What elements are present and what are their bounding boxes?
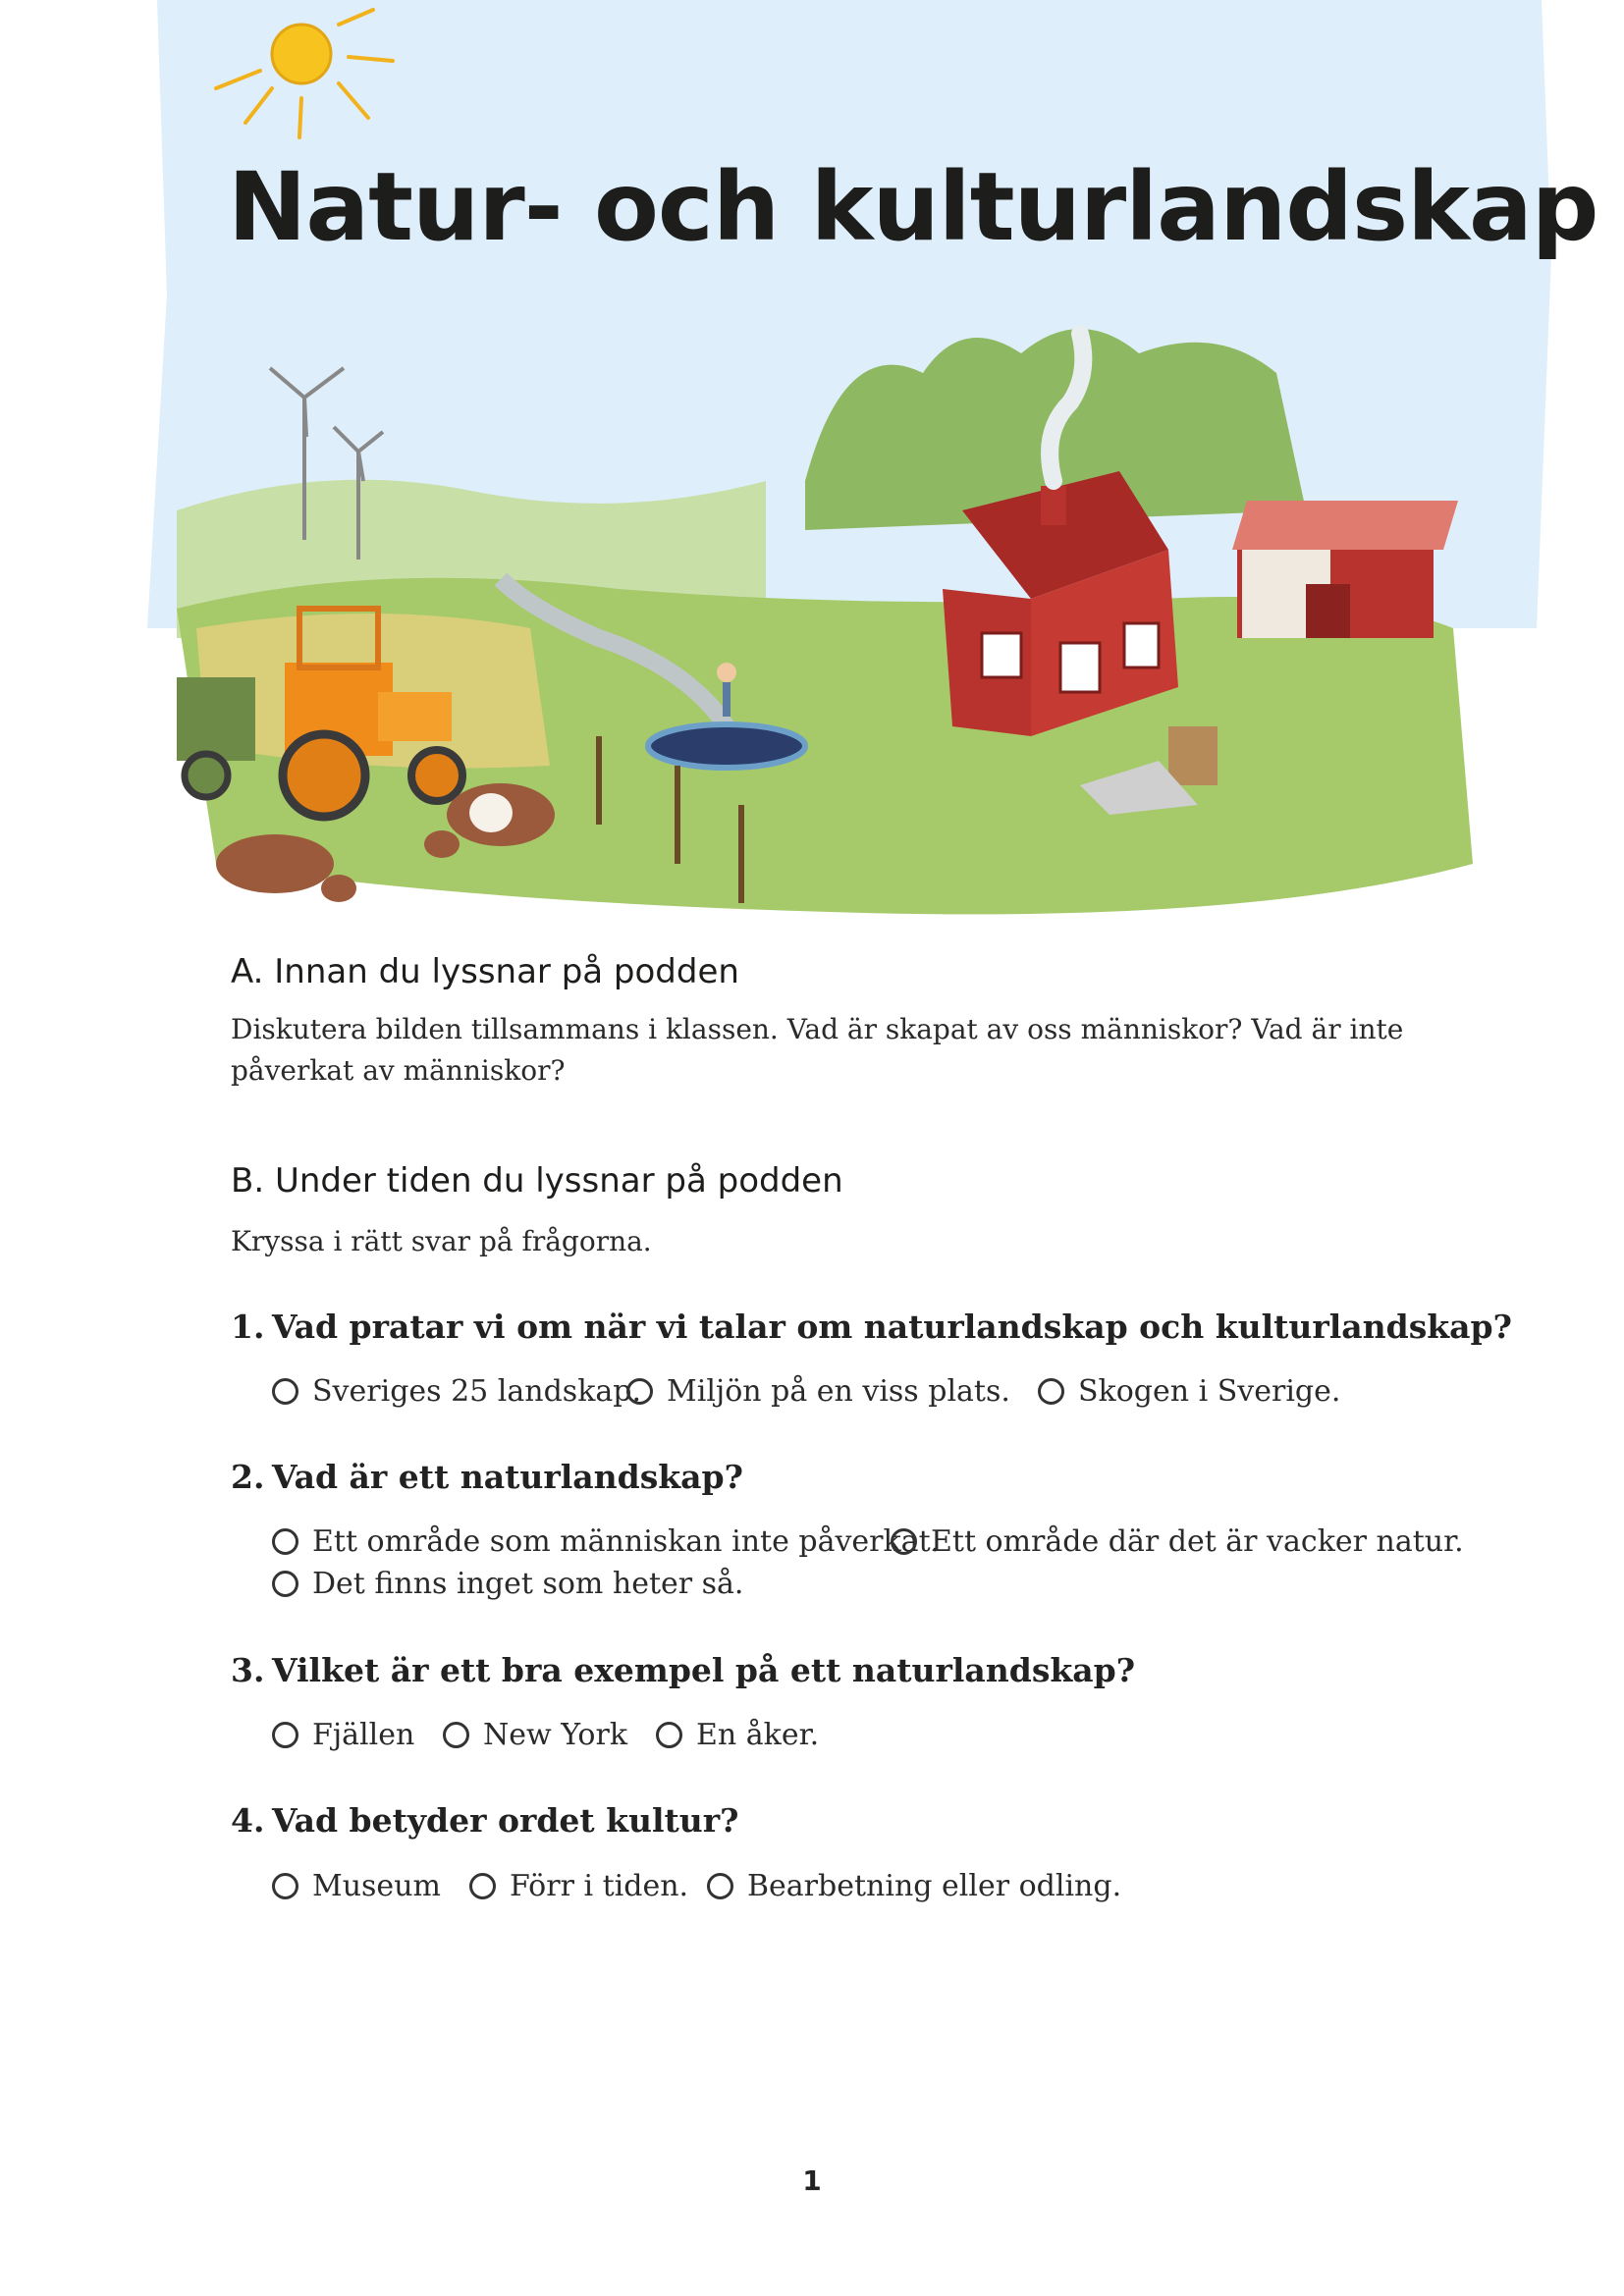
radio-button-icon[interactable] [1038, 1378, 1064, 1405]
option-label: Bearbetning eller odling. [747, 1869, 1122, 1903]
question-text: Vilket är ett bra exempel på ett naturlandskap? [272, 1651, 1136, 1689]
answer-option[interactable] [656, 1718, 819, 1752]
section-a-text: Diskutera bilden tillsammans i klassen. Vad är skapat av oss människor? Vad är inte påverkat av människor? [231, 1013, 1404, 1087]
question-text: Vad betyder ordet kultur? [272, 1801, 739, 1840]
option-label: Skogen i Sverige. [1078, 1374, 1341, 1409]
option-label: Det finns inget som heter så. [312, 1567, 744, 1601]
question-text: Vad är ett naturlandskap? [272, 1458, 743, 1496]
radio-button-icon[interactable] [272, 1528, 298, 1555]
answer-option[interactable] [272, 1374, 641, 1409]
question-number: 4. [231, 1801, 265, 1840]
radio-button-icon[interactable] [656, 1722, 682, 1748]
answer-option[interactable] [272, 1524, 940, 1559]
option-label: En åker. [696, 1718, 820, 1752]
radio-button-icon[interactable] [469, 1873, 496, 1899]
question-text: Vad pratar vi om när vi talar om naturlandskap och kulturlandskap? [272, 1308, 1512, 1346]
answer-option[interactable] [891, 1524, 1464, 1559]
radio-button-icon[interactable] [891, 1528, 917, 1555]
answer-option[interactable] [626, 1374, 1010, 1409]
option-label: Förr i tiden. [510, 1869, 689, 1903]
radio-button-icon[interactable] [272, 1571, 298, 1597]
answer-option[interactable] [443, 1718, 627, 1752]
landscape-illustration [177, 314, 1473, 923]
radio-button-icon[interactable] [707, 1873, 733, 1899]
answer-option[interactable] [1038, 1374, 1340, 1409]
question-1 [231, 1308, 1512, 1346]
sun-illustration [211, 0, 407, 157]
page-number: 1 [802, 2164, 822, 2197]
option-label: Fjällen [312, 1718, 415, 1752]
option-label: New York [483, 1718, 627, 1752]
section-a-heading: A. Innan du lyssnar på podden [231, 952, 739, 991]
option-label: Miljön på en viss plats. [667, 1374, 1010, 1409]
option-label: Ett område där det är vacker natur. [931, 1524, 1464, 1559]
question-number: 1. [231, 1308, 265, 1346]
radio-button-icon[interactable] [272, 1873, 298, 1899]
option-label: Sveriges 25 landskap. [312, 1374, 641, 1409]
answer-option[interactable] [707, 1869, 1121, 1903]
radio-button-icon[interactable] [443, 1722, 469, 1748]
question-number: 3. [231, 1651, 265, 1689]
section-b-heading: B. Under tiden du lyssnar på podden [231, 1161, 843, 1201]
question-2 [231, 1458, 743, 1496]
question-3 [231, 1651, 1135, 1689]
radio-button-icon[interactable] [272, 1378, 298, 1405]
answer-option[interactable] [272, 1718, 414, 1752]
answer-option[interactable] [272, 1567, 743, 1601]
radio-button-icon[interactable] [626, 1378, 653, 1405]
page-title: Natur- och kulturlandskap [228, 152, 1598, 262]
option-label: Ett område som människan inte påverkat. [312, 1524, 941, 1559]
section-b-instruction: Kryssa i rätt svar på frågorna. [231, 1225, 652, 1257]
answer-option[interactable] [469, 1869, 688, 1903]
radio-button-icon[interactable] [272, 1722, 298, 1748]
answer-option[interactable] [272, 1869, 441, 1903]
option-label: Museum [312, 1869, 441, 1903]
question-number: 2. [231, 1458, 265, 1496]
question-4 [231, 1801, 739, 1840]
